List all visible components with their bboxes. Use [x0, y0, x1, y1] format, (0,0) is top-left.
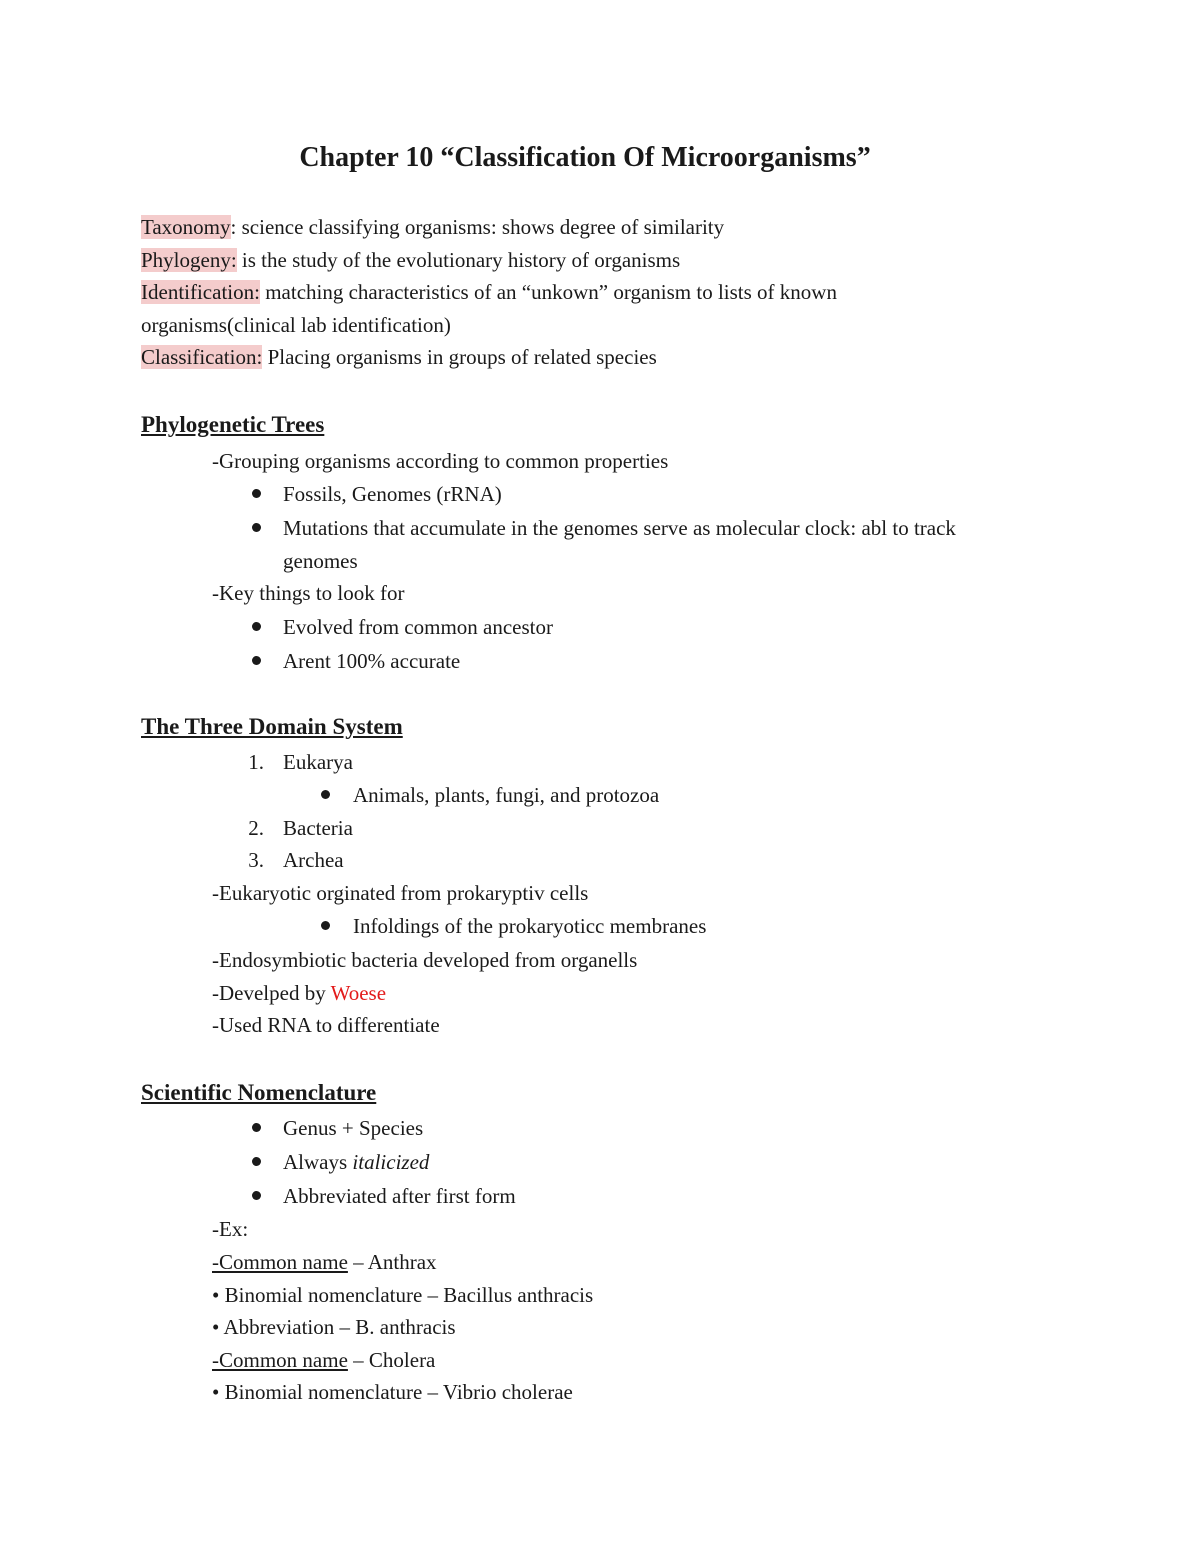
phylo-bullet-accuracy: Arent 100% accurate: [283, 649, 461, 673]
phylo-bullet-mutations: Mutations that accumulate in the genomes serve as molecular clock: abl to track: [283, 516, 956, 540]
nomen-bullet-italicized: Always italicized: [283, 1150, 430, 1174]
definition-taxonomy: Taxonomy: science classifying organisms: shows degree of similarity: [141, 215, 725, 239]
bullet-icon: [252, 656, 261, 665]
domain-line-eukaryotic: -Eukaryotic orginated from prokaryptiv cells: [212, 881, 589, 905]
term-classification: Classification:: [141, 345, 263, 369]
definition-identification: Identification: matching characteristics of an “unkown” organism to lists of known: [141, 280, 837, 304]
woese-name: Woese: [330, 981, 387, 1005]
heading-nomenclature: Scientific Nomenclature: [141, 1080, 377, 1105]
domain-line-woese: -Develped by Woese: [212, 981, 387, 1005]
domain-item-bacteria: Bacteria: [283, 816, 353, 840]
domain-item-archea: Archea: [283, 848, 344, 872]
nomen-binomial-anthrax: • Binomial nomenclature – Bacillus anthracis: [212, 1283, 594, 1307]
list-number: 3.: [248, 848, 264, 872]
bullet-icon: [321, 790, 330, 799]
nomen-common-cholera: -Common name – Cholera: [212, 1348, 436, 1372]
definition-continuation: organisms(clinical lab identification): [141, 313, 451, 337]
heading-phylogenetic-trees: Phylogenetic Trees: [141, 412, 325, 437]
bullet-icon: [252, 1191, 261, 1200]
phylo-bullet-mutations-cont: genomes: [283, 549, 358, 573]
phylo-bullet-fossils: Fossils, Genomes (rRNA): [283, 482, 502, 506]
domain-line-rna: -Used RNA to differentiate: [212, 1013, 440, 1037]
nomen-abbrev-anthrax: • Abbreviation – B. anthracis: [212, 1315, 456, 1339]
nomen-bullet-abbreviated: Abbreviated after first form: [283, 1184, 516, 1208]
definition-phylogeny: Phylogeny: is the study of the evolutionary history of organisms: [141, 248, 681, 272]
domain-subitem-animals: Animals, plants, fungi, and protozoa: [353, 783, 660, 807]
phylo-line-key-things: -Key things to look for: [212, 581, 405, 605]
nomen-example-label: -Ex:: [212, 1217, 249, 1241]
term-phylogeny: Phylogeny:: [141, 248, 237, 272]
bullet-icon: [321, 921, 330, 930]
phylo-bullet-ancestor: Evolved from common ancestor: [283, 615, 554, 639]
nomen-binomial-cholera: • Binomial nomenclature – Vibrio cholerae: [212, 1380, 573, 1404]
nomen-common-anthrax: -Common name – Anthrax: [212, 1250, 437, 1274]
list-number: 1.: [248, 750, 264, 774]
heading-three-domain: The Three Domain System: [141, 714, 403, 739]
domain-line-endosymbiotic: -Endosymbiotic bacteria developed from organells: [212, 948, 638, 972]
phylo-line-grouping: -Grouping organisms according to common properties: [212, 449, 669, 473]
term-taxonomy: Taxonomy: [141, 215, 231, 239]
list-number: 2.: [248, 816, 264, 840]
page-title: Chapter 10 “Classification Of Microorganisms”: [299, 142, 871, 173]
bullet-icon: [252, 1157, 261, 1166]
bullet-icon: [252, 622, 261, 631]
domain-subitem-infoldings: Infoldings of the prokaryoticc membranes: [353, 914, 707, 938]
term-identification: Identification:: [141, 280, 260, 304]
nomen-bullet-genus: Genus + Species: [283, 1116, 424, 1140]
domain-item-eukarya: Eukarya: [283, 750, 353, 774]
bullet-icon: [252, 1123, 261, 1132]
italic-word: italicized: [352, 1150, 430, 1174]
bullet-icon: [252, 489, 261, 498]
definition-classification: Classification: Placing organisms in groups of related species: [141, 345, 657, 369]
bullet-icon: [252, 523, 261, 532]
